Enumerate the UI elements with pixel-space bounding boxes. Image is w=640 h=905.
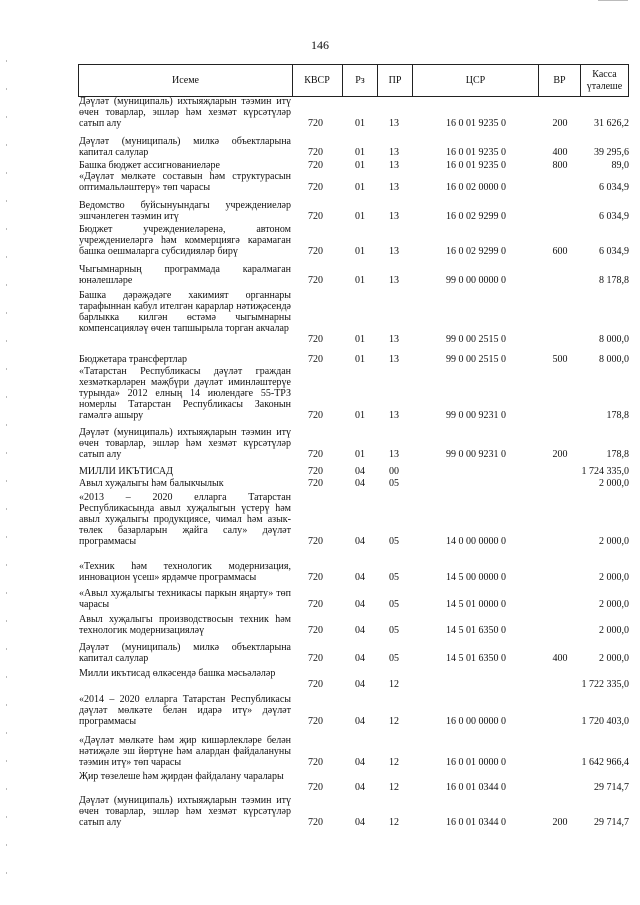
row-name: МИЛЛИ ИКЪТИСАД <box>79 466 173 477</box>
row-amount: 89,0 <box>611 160 629 171</box>
row-vr: 600 <box>552 246 568 258</box>
row-pr: 05 <box>389 599 399 611</box>
row-vr: 400 <box>552 653 568 665</box>
row-name: Дәүләт (муниципаль) милкә объектларына капитал салулар <box>79 642 291 665</box>
row-name: Дәүләт (муниципаль) ихтыяҗларын тәэмин итү өчен товарлар, эшләр һәм хезмәт күрсәтүләр сатып алу <box>79 96 291 130</box>
header-rz: Рз <box>343 64 378 97</box>
header-kassa-line2: үтәлеше <box>586 80 623 92</box>
header-name: Исеме <box>78 64 293 97</box>
row-csr: 14 5 00 0000 0 <box>446 572 506 584</box>
row-pr: 05 <box>389 625 399 637</box>
margin-dot <box>6 396 7 398</box>
row-pr: 13 <box>389 354 399 365</box>
header-csr: ЦСР <box>413 64 539 97</box>
margin-dot <box>6 480 7 482</box>
row-vr: 200 <box>552 449 568 461</box>
margin-dot <box>6 60 7 62</box>
header-pr: ПР <box>378 64 413 97</box>
row-csr: 16 0 02 9299 0 <box>446 246 506 258</box>
row-pr: 13 <box>389 118 399 130</box>
row-name: Дәүләт (муниципаль) ихтыяҗларын тәэмин итү өчен товарлар, эшләр һәм хезмәт күрсәтүләр сатып алу <box>79 427 291 461</box>
row-amount: 2 000,0 <box>599 478 629 489</box>
margin-dot <box>6 144 7 146</box>
row-amount: 29 714,7 <box>594 817 629 829</box>
row-name: Дәүләт (муниципаль) милкә объектларына капитал салулар <box>79 136 291 159</box>
row-csr: 14 5 01 6350 0 <box>446 653 506 665</box>
row-name: Милли икътисад өлкәсендә башка мәсьәләләр <box>79 668 276 679</box>
margin-dot <box>6 116 7 118</box>
margin-dot <box>6 228 7 230</box>
row-rz: 01 <box>355 118 365 130</box>
margin-dot <box>6 760 7 762</box>
margin-dot <box>6 368 7 370</box>
row-rz: 01 <box>355 410 365 422</box>
row-kvsr: 720 <box>308 160 323 171</box>
row-amount: 2 000,0 <box>599 653 629 665</box>
row-pr: 13 <box>389 160 399 171</box>
row-rz: 01 <box>355 160 365 171</box>
row-rz: 04 <box>355 478 365 489</box>
row-pr: 13 <box>389 449 399 461</box>
row-rz: 04 <box>355 716 365 728</box>
row-name: Чыгымнарның программада каралмаган юнәлешләре <box>79 264 291 287</box>
row-rz: 04 <box>355 536 365 548</box>
row-kvsr: 720 <box>308 147 323 159</box>
row-vr: 800 <box>552 160 568 171</box>
row-kvsr: 720 <box>308 653 323 665</box>
row-kvsr: 720 <box>308 466 323 477</box>
row-name: «Авыл хуҗалыгы техникасы паркын яңарту» төп чарасы <box>79 588 291 611</box>
row-amount: 1 720 403,0 <box>581 716 629 728</box>
row-vr: 400 <box>552 147 568 159</box>
row-pr: 13 <box>389 275 399 287</box>
row-csr: 99 0 00 0000 0 <box>446 275 506 287</box>
margin-dot <box>6 592 7 594</box>
row-rz: 04 <box>355 757 365 769</box>
row-pr: 05 <box>389 478 399 489</box>
margin-dot <box>6 648 7 650</box>
row-rz: 01 <box>355 211 365 223</box>
row-kvsr: 720 <box>308 246 323 258</box>
row-pr: 12 <box>389 817 399 829</box>
row-amount: 8 000,0 <box>599 334 629 346</box>
top-edge-rule <box>598 0 628 1</box>
row-pr: 13 <box>389 246 399 258</box>
margin-dot <box>6 424 7 426</box>
row-kvsr: 720 <box>308 572 323 584</box>
row-name: «Татарстан Республикасы дәүләт граждан хезмәткәрләрен мәҗбүри дәүләт иминләштерүе турында» 2012 елның 14 июлендәге 55-ТРЗ номерлы Татарстан Республикасы Законын гамәлгә ашыру <box>79 366 291 422</box>
row-amount: 2 000,0 <box>599 572 629 584</box>
row-rz: 04 <box>355 625 365 637</box>
row-amount: 31 626,2 <box>594 118 629 130</box>
row-csr: 16 0 01 0344 0 <box>446 817 506 829</box>
margin-dot <box>6 88 7 90</box>
row-csr: 16 0 01 9235 0 <box>446 118 506 130</box>
row-amount: 6 034,9 <box>599 182 629 194</box>
row-csr: 99 0 00 2515 0 <box>446 334 506 346</box>
row-name: Җир төзелеше һәм җирдән файдалану чаралары <box>79 771 284 782</box>
row-amount: 8 000,0 <box>599 354 629 365</box>
margin-dot <box>6 172 7 174</box>
header-kassa-line1: Касса <box>592 68 617 80</box>
margin-dot <box>6 872 7 874</box>
row-amount: 1 724 335,0 <box>581 466 629 477</box>
row-csr: 16 0 01 9235 0 <box>446 160 506 171</box>
header-kvsr: КВСР <box>292 64 343 97</box>
row-kvsr: 720 <box>308 449 323 461</box>
margin-dot <box>6 312 7 314</box>
row-vr: 200 <box>552 817 568 829</box>
row-kvsr: 720 <box>308 334 323 346</box>
margin-dot <box>6 732 7 734</box>
row-name: «Техник һәм технологик модернизация, инновацион үсеш» ярдәмче программасы <box>79 561 291 584</box>
row-name: «Дәүләт мөлкәте һәм җир кишәрлекләре белән нәтиҗәле эш йөртүне һәм алардан файдалануны тәэмин итү» төп чарасы <box>79 735 291 769</box>
row-pr: 12 <box>389 716 399 728</box>
row-rz: 04 <box>355 599 365 611</box>
row-kvsr: 720 <box>308 182 323 194</box>
row-pr: 12 <box>389 757 399 769</box>
row-csr: 16 0 02 0000 0 <box>446 182 506 194</box>
row-kvsr: 720 <box>308 275 323 287</box>
row-name: Бюджет учреждениеләренә, автоном учреждениеләргә һәм коммерциягә карамаган башка оешмаларга субсидияләр бирү <box>79 224 291 258</box>
row-pr: 13 <box>389 211 399 223</box>
row-kvsr: 720 <box>308 354 323 365</box>
row-rz: 04 <box>355 466 365 477</box>
row-amount: 1 642 966,4 <box>581 757 629 769</box>
row-csr: 16 0 02 9299 0 <box>446 211 506 223</box>
header-kassa <box>581 64 629 97</box>
margin-dot <box>6 676 7 678</box>
row-rz: 04 <box>355 572 365 584</box>
row-kvsr: 720 <box>308 679 323 691</box>
row-rz: 01 <box>355 334 365 346</box>
row-pr: 05 <box>389 653 399 665</box>
row-kvsr: 720 <box>308 211 323 223</box>
row-csr: 99 0 00 9231 0 <box>446 410 506 422</box>
row-pr: 13 <box>389 182 399 194</box>
margin-dot <box>6 508 7 510</box>
row-name: Башка бюджет ассигнованиеләре <box>79 160 220 171</box>
row-rz: 01 <box>355 246 365 258</box>
row-name: «Дәүләт мөлкәте составын һәм структурасын оптимальләштерү» төп чарасы <box>79 171 291 194</box>
row-csr: 14 0 00 0000 0 <box>446 536 506 548</box>
row-pr: 12 <box>389 782 399 794</box>
row-name: Дәүләт (муниципаль) ихтыяҗларын тәэмин итү өчен товарлар, эшләр һәм хезмәт күрсәтүләр сатып алу <box>79 795 291 829</box>
row-kvsr: 720 <box>308 118 323 130</box>
row-kvsr: 720 <box>308 782 323 794</box>
row-name: Бюджетара трансфертлар <box>79 354 188 365</box>
row-vr: 500 <box>552 354 568 365</box>
margin-dot <box>6 200 7 202</box>
page-number: 146 <box>311 38 329 52</box>
table-header <box>78 64 629 96</box>
row-kvsr: 720 <box>308 625 323 637</box>
margin-dot <box>6 816 7 818</box>
row-pr: 05 <box>389 536 399 548</box>
row-rz: 01 <box>355 275 365 287</box>
row-pr: 13 <box>389 147 399 159</box>
row-amount: 178,8 <box>606 410 629 422</box>
margin-dot <box>6 704 7 706</box>
margin-dot <box>6 788 7 790</box>
row-rz: 01 <box>355 449 365 461</box>
row-name: Башка дәрәҗәдәге хакимият органнары тарафыннан кабул ителгән карарлар нәтиҗәсендә барлыкка килгән өстәмә чыгымнарны компенсацияләү өчен тапшырыла торган акчалар <box>79 290 291 335</box>
header-vr: ВР <box>539 64 581 97</box>
row-kvsr: 720 <box>308 757 323 769</box>
row-amount: 39 295,6 <box>594 147 629 159</box>
row-rz: 04 <box>355 817 365 829</box>
row-csr: 14 5 01 6350 0 <box>446 625 506 637</box>
row-csr: 99 0 00 2515 0 <box>446 354 506 365</box>
row-rz: 01 <box>355 182 365 194</box>
row-amount: 2 000,0 <box>599 536 629 548</box>
row-kvsr: 720 <box>308 536 323 548</box>
row-pr: 13 <box>389 410 399 422</box>
row-kvsr: 720 <box>308 817 323 829</box>
margin-dot <box>6 452 7 454</box>
margin-dot <box>6 564 7 566</box>
row-rz: 04 <box>355 782 365 794</box>
row-kvsr: 720 <box>308 478 323 489</box>
margin-dot <box>6 256 7 258</box>
row-csr: 16 0 01 0000 0 <box>446 757 506 769</box>
row-amount: 2 000,0 <box>599 599 629 611</box>
row-csr: 16 0 01 9235 0 <box>446 147 506 159</box>
row-csr: 16 0 00 0000 0 <box>446 716 506 728</box>
row-rz: 01 <box>355 147 365 159</box>
row-name: «2013 – 2020 елларга Татарстан Республикасында авыл хуҗалыгын үстерү һәм авыл хуҗалыгы продукциясе, чимал һәм азык-төлек базарларын җайга салу» дәүләт программасы <box>79 492 291 548</box>
margin-dot <box>6 844 7 846</box>
row-amount: 178,8 <box>606 449 629 461</box>
margin-dot <box>6 536 7 538</box>
row-rz: 01 <box>355 354 365 365</box>
row-rz: 04 <box>355 653 365 665</box>
margin-dot <box>6 340 7 342</box>
row-rz: 04 <box>355 679 365 691</box>
row-csr: 14 5 01 0000 0 <box>446 599 506 611</box>
row-kvsr: 720 <box>308 410 323 422</box>
row-amount: 8 178,8 <box>599 275 629 287</box>
row-name: Ведомство буйсынуындагы учреждениеләр эшчәнлеген тәэмин итү <box>79 200 291 223</box>
row-amount: 29 714,7 <box>594 782 629 794</box>
row-kvsr: 720 <box>308 716 323 728</box>
margin-dot <box>6 284 7 286</box>
row-csr: 99 0 00 9231 0 <box>446 449 506 461</box>
row-pr: 13 <box>389 334 399 346</box>
row-name: Авыл хуҗалыгы һәм балыкчылык <box>79 478 224 489</box>
row-pr: 12 <box>389 679 399 691</box>
row-pr: 00 <box>389 466 399 477</box>
row-amount: 2 000,0 <box>599 625 629 637</box>
row-pr: 05 <box>389 572 399 584</box>
row-csr: 16 0 01 0344 0 <box>446 782 506 794</box>
row-name: Авыл хуҗалыгы производствосын техник һәм технологик модернизацияләү <box>79 614 291 637</box>
row-amount: 6 034,9 <box>599 246 629 258</box>
row-amount: 1 722 335,0 <box>581 679 629 691</box>
margin-dot <box>6 620 7 622</box>
row-kvsr: 720 <box>308 599 323 611</box>
row-vr: 200 <box>552 118 568 130</box>
row-name: «2014 – 2020 елларга Татарстан Республикасы дәүләт мөлкәте белән идарә итү» дәүләт программасы <box>79 694 291 728</box>
row-amount: 6 034,9 <box>599 211 629 223</box>
